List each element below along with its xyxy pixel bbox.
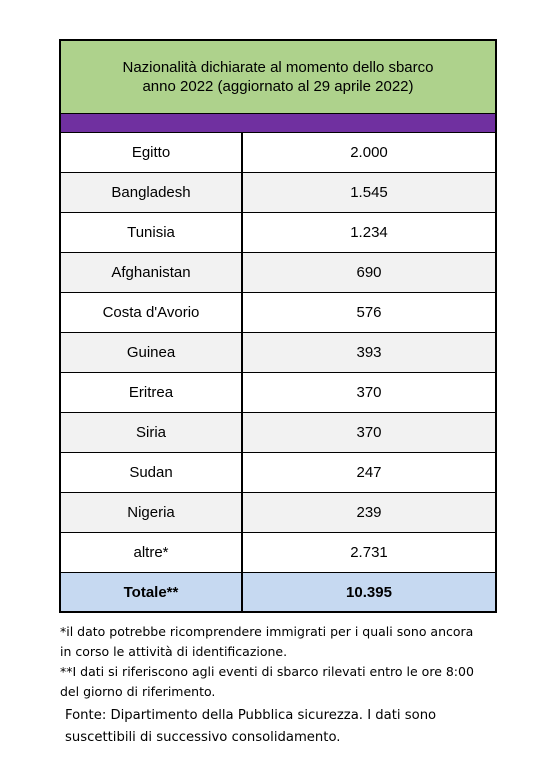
country-cell: Nigeria	[61, 493, 243, 532]
table-row	[61, 333, 495, 373]
nationality-table	[59, 39, 497, 613]
country-cell: Eritrea	[61, 373, 243, 412]
table-row	[61, 293, 495, 333]
table-row	[61, 493, 495, 533]
table-row	[61, 213, 495, 253]
table-row	[61, 133, 495, 173]
source-note	[60, 705, 530, 749]
country-cell: Siria	[61, 413, 243, 452]
footnote-1-line2: in corso le attività di identificazione.	[60, 644, 288, 659]
country-cell: Bangladesh	[61, 173, 243, 212]
value-cell: 1.234	[350, 224, 388, 241]
table-row	[61, 413, 495, 453]
table-row	[61, 533, 495, 573]
country-cell: Tunisia	[61, 213, 243, 252]
country-cell: Sudan	[61, 453, 243, 492]
country-cell: Afghanistan	[61, 253, 243, 292]
table-row	[61, 253, 495, 293]
value-cell: 1.545	[350, 184, 388, 201]
value-cell: 370	[356, 384, 382, 401]
value-cell: 2.000	[350, 144, 388, 161]
total-label: Totale**	[61, 573, 243, 611]
table-title	[61, 41, 495, 114]
value-cell: 239	[356, 504, 382, 521]
total-row	[61, 573, 495, 611]
table-row	[61, 373, 495, 413]
footnote-2-line1: **I dati si riferiscono agli eventi di sbarco rilevati entro le ore 8:00	[60, 664, 474, 679]
country-cell: Costa d'Avorio	[61, 293, 243, 332]
header-divider-bar	[61, 114, 495, 133]
table-row	[61, 453, 495, 493]
value-cell: 393	[356, 344, 382, 361]
country-cell: Guinea	[61, 333, 243, 372]
footnotes	[60, 622, 530, 749]
value-cell: 370	[356, 424, 382, 441]
footnote-2-line2: del giorno di riferimento.	[60, 684, 216, 699]
value-cell: 690	[356, 264, 382, 281]
footnote-1-line1: *il dato potrebbe ricomprendere immigrati per i quali sono ancora	[60, 624, 474, 639]
table-title-line2: anno 2022 (aggiornato al 29 aprile 2022)	[142, 78, 414, 95]
source-line1: Fonte: Dipartimento della Pubblica sicurezza. I dati sono	[65, 708, 437, 723]
table-title-line1: Nazionalità dichiarate al momento dello sbarco	[122, 59, 434, 76]
value-cell: 576	[356, 304, 382, 321]
table-row	[61, 173, 495, 213]
total-value: 10.395	[346, 583, 392, 601]
value-cell: 2.731	[350, 544, 388, 561]
country-cell: altre*	[61, 533, 243, 572]
country-cell: Egitto	[61, 133, 243, 172]
source-line2: suscettibili di successivo consolidamento.	[65, 730, 341, 745]
value-cell: 247	[356, 464, 382, 481]
